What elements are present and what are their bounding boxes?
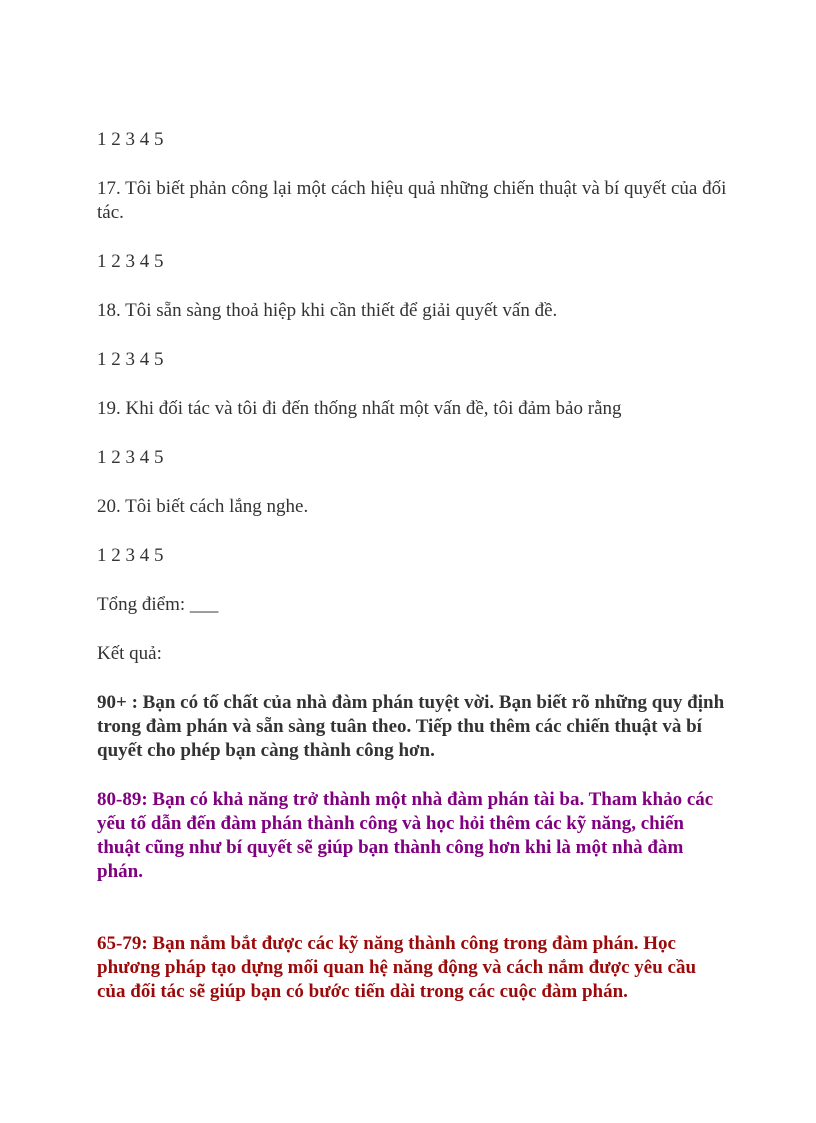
- result-80-89: 80-89: Bạn có khả năng trở thành một nhà đàm phán tài ba. Tham khảo các yếu tố dẫn đến đàm phán thành công và học hỏi thêm các kỹ năng, chiến thuật cũng như bí quyết sẽ giúp bạn thành công hơn khi là một nhà đàm phán.: [97, 789, 714, 882]
- question-18: 18. Tôi sẵn sàng thoả hiệp khi cần thiết để giải quyết vấn đề.: [97, 300, 558, 321]
- rating-scale-18: 1 2 3 4 5: [97, 349, 164, 370]
- document-page: [97, 128, 727, 1004]
- question-17: 17. Tôi biết phản công lại một cách hiệu quả những chiến thuật và bí quyết của đối tác.: [97, 178, 727, 223]
- question-20: 20. Tôi biết cách lắng nghe.: [97, 496, 309, 517]
- rating-scale-16: 1 2 3 4 5: [97, 129, 164, 150]
- rating-scale-20: 1 2 3 4 5: [97, 545, 164, 566]
- result-90-plus: 90+ : Bạn có tố chất của nhà đàm phán tuyệt vời. Bạn biết rõ những quy định trong đàm phán và sẵn sàng tuân theo. Tiếp thu thêm các chiến thuật và bí quyết cho phép bạn càng thành công hơn.: [97, 692, 725, 761]
- result-65-79: 65-79: Bạn nắm bắt được các kỹ năng thành công trong đàm phán. Học phương pháp tạo dựng mối quan hệ năng động và cách nắm được yêu cầu của đối tác sẽ giúp bạn có bước tiến dài trong các cuộc đàm phán.: [97, 933, 697, 1002]
- question-19: 19. Khi đối tác và tôi đi đến thống nhất một vấn đề, tôi đảm bảo rằng: [97, 398, 622, 419]
- total-score: Tổng điểm: ___: [97, 594, 219, 615]
- rating-scale-19: 1 2 3 4 5: [97, 447, 164, 468]
- rating-scale-17: 1 2 3 4 5: [97, 251, 164, 272]
- results-heading: Kết quả:: [97, 643, 162, 664]
